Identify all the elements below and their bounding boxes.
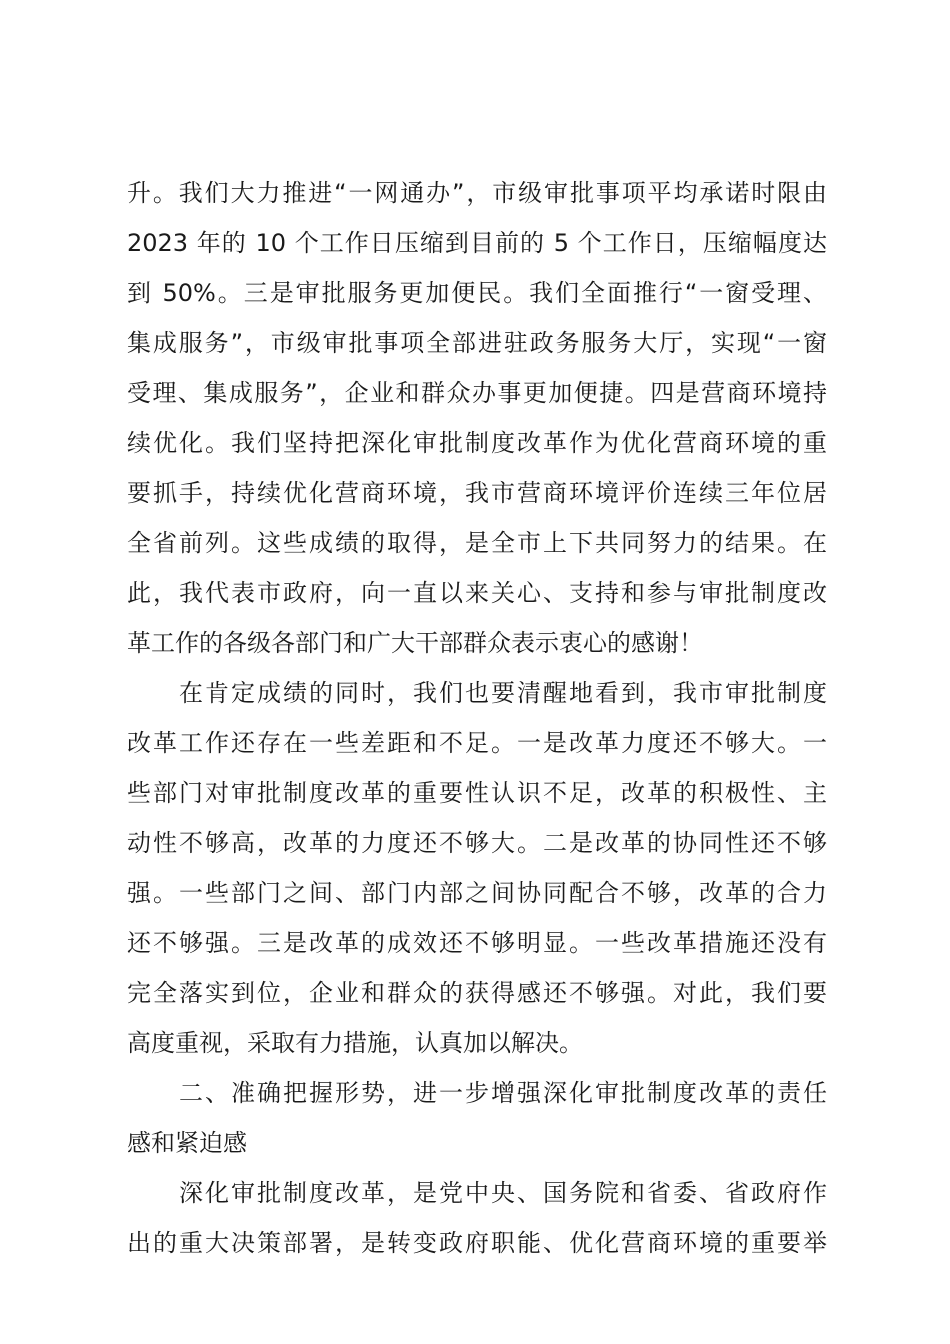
text-line: 续优化。我们坚持把深化审批制度改革作为优化营商环境的重 bbox=[127, 429, 827, 457]
text-line: 升。我们大力推进“一网通办”，市级审批事项平均承诺时限由 bbox=[127, 179, 827, 207]
text-line: 强。一些部门之间、部门内部之间协同配合不够，改革的合力 bbox=[127, 879, 827, 907]
section-heading: 二、准确把握形势，进一步增强深化审批制度改革的责任 bbox=[179, 1079, 827, 1107]
text-line: 受理、集成服务”，企业和群众办事更加便捷。四是营商环境持 bbox=[127, 379, 827, 407]
text-line: 出的重大决策部署，是转变政府职能、优化营商环境的重要举 bbox=[127, 1229, 827, 1257]
text-line: 集成服务”，市级审批事项全部进驻政务服务大厅，实现“一窗 bbox=[127, 329, 827, 357]
text-line: 改革工作还存在一些差距和不足。一是改革力度还不够大。一 bbox=[127, 729, 827, 757]
text-line: 全省前列。这些成绩的取得，是全市上下共同努力的结果。在 bbox=[127, 529, 827, 557]
text-line: 要抓手，持续优化营商环境，我市营商环境评价连续三年位居 bbox=[127, 479, 827, 507]
text-line: 完全落实到位，企业和群众的获得感还不够强。对此，我们要 bbox=[127, 979, 827, 1007]
text-line: 此，我代表市政府，向一直以来关心、支持和参与审批制度改 bbox=[127, 579, 827, 607]
text-line: 革工作的各级各部门和广大干部群众表示衷心的感谢！ bbox=[127, 629, 703, 657]
text-line: 2023 年的 10 个工作日压缩到目前的 5 个工作日，压缩幅度达 bbox=[127, 229, 827, 257]
paragraph-first-line: 在肯定成绩的同时，我们也要清醒地看到，我市审批制度 bbox=[179, 679, 827, 707]
text-line: 到 50%。三是审批服务更加便民。我们全面推行“一窗受理、 bbox=[127, 279, 827, 307]
text-line: 些部门对审批制度改革的重要性认识不足，改革的积极性、主 bbox=[127, 779, 827, 807]
text-line: 高度重视，采取有力措施，认真加以解决。 bbox=[127, 1029, 583, 1057]
paragraph-first-line: 深化审批制度改革，是党中央、国务院和省委、省政府作 bbox=[179, 1179, 827, 1207]
text-line: 动性不够高，改革的力度还不够大。二是改革的协同性还不够 bbox=[127, 829, 827, 857]
text-line: 还不够强。三是改革的成效还不够明显。一些改革措施还没有 bbox=[127, 929, 827, 957]
section-heading-cont: 感和紧迫感 bbox=[127, 1129, 247, 1157]
